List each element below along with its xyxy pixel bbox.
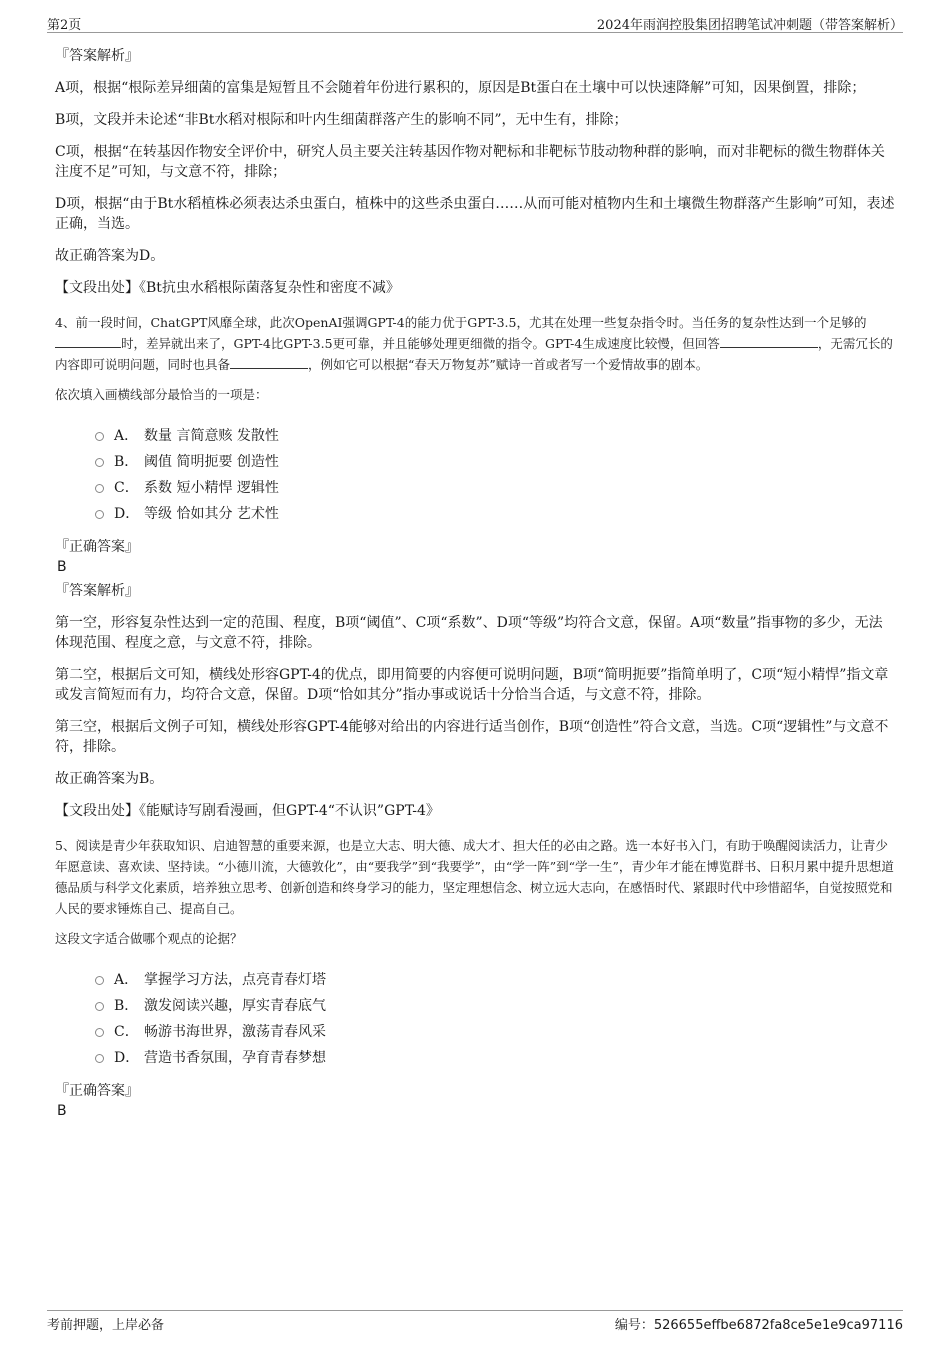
option-a[interactable]: A． 数量 言简意赅 发散性 xyxy=(95,423,895,449)
radio-icon[interactable] xyxy=(95,484,104,493)
option-d[interactable]: D． 营造书香氛围，孕育青春梦想 xyxy=(95,1045,895,1071)
option-b[interactable]: B． 阈值 简明扼要 创造性 xyxy=(95,449,895,475)
document-title: 2024年雨润控股集团招聘笔试冲刺题（带答案解析） xyxy=(596,18,903,33)
conclusion: 故正确答案为D。 xyxy=(55,248,165,264)
source-citation: 【文段出处】《能赋诗写剧看漫画，但GPT-4“不认识”GPT-4》 xyxy=(55,803,440,819)
radio-icon[interactable] xyxy=(95,432,104,441)
question-4-text: 4、前一段时间，ChatGPT风靡全球，此次OpenAI强调GPT-4的能力优于GPT-3.5，尤其在处理一些复杂指令时。当任务的复杂性达到一个足够的时，差异就出来了，GPT-4比GPT-3.5更可靠，并且能够处理更细微的指令。GPT-4生成速度比较慢，但回答 ，无需冗长的内容即可说明问题，同时也具备 ，例如它可以根据“春天万物复苏”赋诗一首或者写一个爱情故事的剧本。 xyxy=(55,315,893,372)
document-code: 编号：526655effbe6872fa8ce5e1e9ca97116 xyxy=(614,1318,903,1333)
conclusion: 故正确答案为B。 xyxy=(55,771,164,787)
analysis-paragraph: 第三空，根据后文例子可知，横线处形容GPT-4能够对给出的内容进行适当创作，B项“创造性”符合文意，当选。C项“逻辑性”与文意不符，排除。 xyxy=(55,719,889,755)
radio-icon[interactable] xyxy=(95,1002,104,1011)
correct-answer: B xyxy=(57,1103,67,1119)
radio-icon[interactable] xyxy=(95,510,104,519)
answer-blank xyxy=(55,333,121,348)
option-a[interactable]: A． 掌握学习方法，点亮青春灯塔 xyxy=(95,967,895,993)
question-5-options xyxy=(95,967,895,1071)
option-b[interactable]: B． 激发阅读兴趣，厚实青春底气 xyxy=(95,993,895,1019)
answer-blank xyxy=(720,333,818,348)
radio-icon[interactable] xyxy=(95,458,104,467)
analysis-paragraph: 第二空，根据后文可知，横线处形容GPT-4的优点，即用简要的内容便可说明问题，B项“简明扼要”指简单明了，C项“短小精悍”指文章或发言简短而有力，均符合文意，保留。D项“恰如其分”指办事或说话十分恰当合适，与文意不符，排除。 xyxy=(55,667,889,703)
page-number: 第2页 xyxy=(47,18,82,33)
question-5-text: 5、阅读是青少年获取知识、启迪智慧的重要来源，也是立大志、明大德、成大才、担大任的必由之路。选一本好书入门，有助于唤醒阅读活力，让青少年愿意读、喜欢读、坚持读。“小德川流，大德敦化”，由“要我学”到“我要学”，由“学一阵”到“学一生”，青少年才能在博览群书、日积月累中提升思想道德品质与科学文化素质，培养独立思考、创新创造和终身学习的能力，坚定理想信念、树立远大志向，在感悟时代、紧跟时代中珍惜韶华，自觉按照党和人民的要求锤炼自己、提高自己。 xyxy=(55,838,894,916)
radio-icon[interactable] xyxy=(95,976,104,985)
option-c[interactable]: C． 系数 短小精悍 逻辑性 xyxy=(95,475,895,501)
correct-answer: B xyxy=(57,559,67,575)
radio-icon[interactable] xyxy=(95,1028,104,1037)
answer-blank xyxy=(230,354,308,369)
source-citation: 【文段出处】《Bt抗虫水稻根际菌落复杂性和密度不减》 xyxy=(55,280,400,296)
page-content xyxy=(55,46,895,1125)
footer-slogan: 考前押题，上岸必备 xyxy=(47,1318,165,1333)
analysis-paragraph: B项，文段并未论述“非Bt水稻对根际和叶内生细菌群落产生的影响不同”，无中生有，排除； xyxy=(55,112,628,128)
question-4-options xyxy=(95,423,895,527)
analysis-paragraph: 第一空，形容复杂性达到一定的范围、程度，B项“阈值”、C项“系数”、D项“等级”均符合文意，保留。A项“数量”指事物的多少，无法体现范围、程度之意，与文意不符，排除。 xyxy=(55,615,883,651)
analysis-paragraph: A项，根据“根际差异细菌的富集是短暂且不会随着年份进行累积的，原因是Bt蛋白在土壤中可以快速降解”可知，因果倒置，排除； xyxy=(55,80,866,96)
analysis-label: 『答案解析』 xyxy=(55,48,139,64)
radio-icon[interactable] xyxy=(95,1054,104,1063)
analysis-label: 『答案解析』 xyxy=(55,583,139,599)
correct-answer-label: 『正确答案』 xyxy=(55,539,139,555)
correct-answer-label: 『正确答案』 xyxy=(55,1083,139,1099)
page-header xyxy=(47,12,903,33)
option-c[interactable]: C． 畅游书海世界，激荡青春风采 xyxy=(95,1019,895,1045)
question-5-prompt: 这段文字适合做哪个观点的论据？ xyxy=(55,931,243,946)
page-footer xyxy=(47,1310,903,1337)
analysis-paragraph: C项，根据“在转基因作物安全评价中，研究人员主要关注转基因作物对靶标和非靶标节肢动物种群的影响，而对非靶标的微生物群体关注度不足”可知，与文意不符，排除； xyxy=(55,144,885,180)
analysis-paragraph: D项，根据“由于Bt水稻植株必须表达杀虫蛋白，植株中的这些杀虫蛋白……从而可能对植物内生和土壤微生物群落产生影响”可知，表述正确，当选。 xyxy=(55,196,895,232)
option-d[interactable]: D． 等级 恰如其分 艺术性 xyxy=(95,501,895,527)
question-4-prompt: 依次填入画横线部分最恰当的一项是： xyxy=(55,387,268,402)
